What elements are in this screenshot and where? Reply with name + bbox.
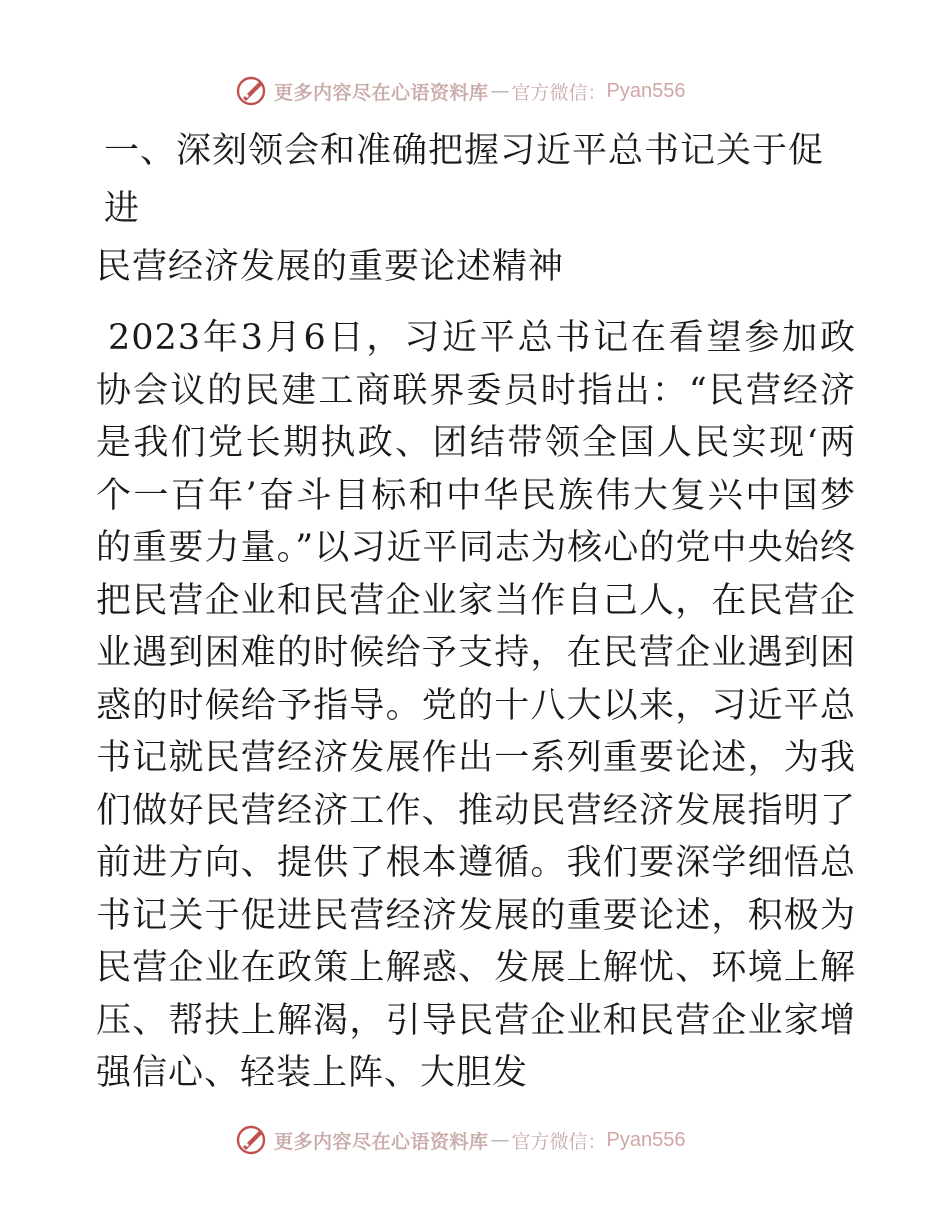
body-paragraph (96, 312, 856, 1100)
heading-line-1: 一、深刻领会和准确把握习近平总书记关于促进 (104, 131, 825, 229)
watermark-wechat-label: 官方微信： (511, 1130, 607, 1153)
watermark-site-text: 更多内容尽在心语资料库 (274, 1130, 489, 1153)
watermark-wechat-label: 官方微信： (511, 81, 607, 104)
watermark-site-text: 更多内容尽在心语资料库 (274, 81, 489, 104)
pen-nib-logo-icon (236, 76, 266, 106)
watermark-wechat-id: Pyan556 (606, 1128, 686, 1151)
heading-line-2: 民营经济发展的重要论述精神 (96, 247, 565, 287)
paragraph-text: 2023年3月6日，习近平总书记在看望参加政协会议的民建工商联界委员时指出：“民营经济是我们党长期执政、团结带领全国人民实现‘两个一百年’奋斗目标和中华民族伟大复兴中国梦的重要力量。”以习近平同志为核心的党中央始终把民营企业和民营企业家当作自己人，在民营企业遇到困难的时候给予支持，在民营企业遇到困惑的时候给予指导。党的十八大以来，习近平总书记就民营经济发展作出一系列重要论述，为我们做好民营经济工作、推动民营经济发展指明了前进方向、提供了根本遵循。我们要深学细悟总书记关于促进民营经济发展的重要论述，积极为民营企业在政策上解惑、发展上解忧、环境上解压、帮扶上解渴，引导民营企业和民营企业家增强信心、轻装上阵、大胆发 (96, 318, 856, 1093)
footer-watermark (236, 1123, 686, 1157)
header-watermark (236, 74, 686, 108)
watermark-separator: — (490, 80, 510, 102)
watermark-separator: — (490, 1129, 510, 1151)
watermark-wechat-id: Pyan556 (606, 79, 686, 102)
section-heading (96, 122, 856, 296)
document-body (96, 122, 856, 1100)
pen-nib-logo-icon (236, 1125, 266, 1155)
